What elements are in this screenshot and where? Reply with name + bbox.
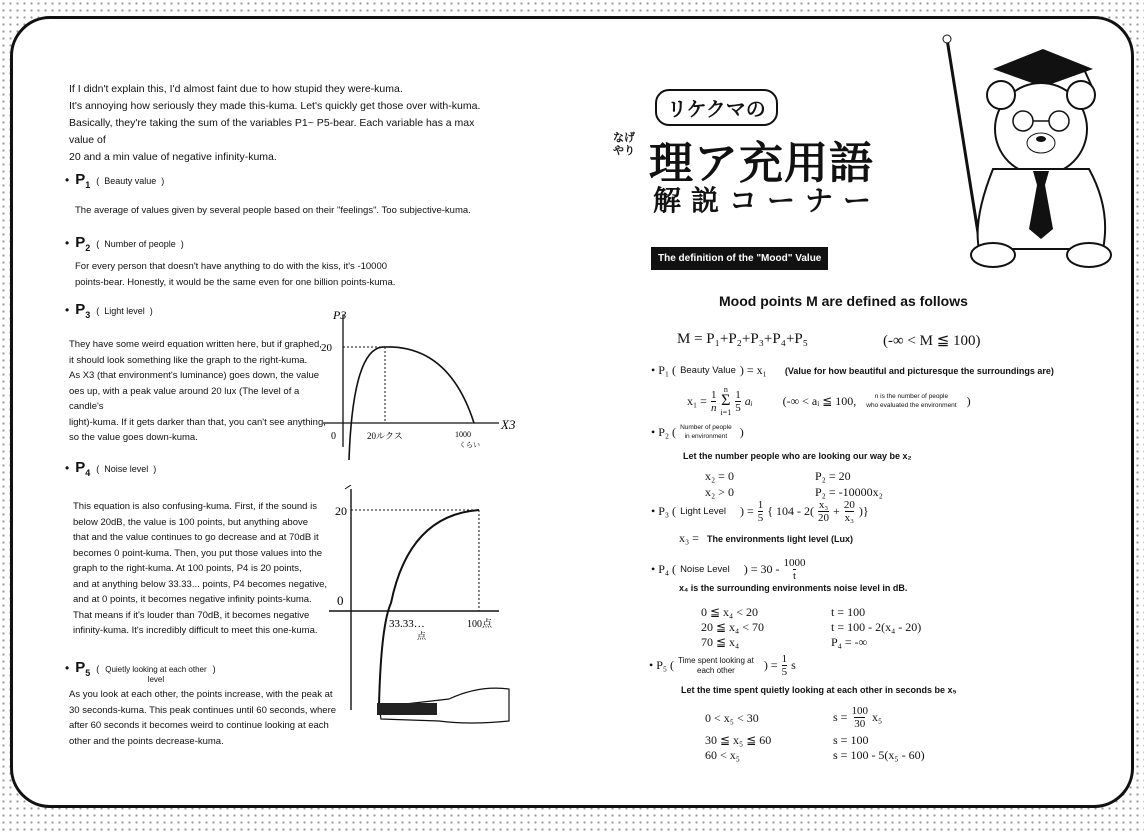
- title-side: なげ やり: [613, 131, 635, 157]
- p4-case2: 20 ≦ x₄ < 70: [701, 620, 765, 634]
- p3-graph-zero: 0: [331, 431, 336, 442]
- eq-p2-def: • P₂ ( Number of people in environment ): [651, 424, 744, 440]
- p5-heading: • $P_5$ ( Quietly looking at each other level ): [65, 659, 216, 684]
- p5-case1: 0 < x₅ < 30: [705, 711, 759, 725]
- eq-p3-def: • P₃ ( Light Level ) = $\frac{1}{5}$ { 104 - 2( x₃ 20 + $\frac{20}{\text{x₃}}$ )}: [651, 499, 869, 524]
- p4-case1: 0 ≦ x₄ < 20: [701, 605, 759, 619]
- p3-graph-x1000b: くらい: [459, 441, 480, 449]
- bear-professor-illustration: [933, 29, 1123, 269]
- p4-graph-x100: 100点: [467, 619, 492, 630]
- page-frame: [10, 16, 1134, 808]
- main-condition: (-∞ < M ≦ 100): [883, 333, 981, 349]
- p5-case2: 30 ≦ x₅ ≦ 60: [705, 733, 772, 747]
- p2-value2: P₂ = -10000x₂: [815, 485, 883, 499]
- p4-case3: 70 ≦ x₄: [701, 635, 740, 649]
- p3-graph-x1000: 1000: [455, 430, 471, 439]
- p4-x4desc: x₄ is the surrounding environments noise level in dB.: [679, 583, 908, 593]
- p1-label: Beauty value: [104, 176, 157, 186]
- p4-graph-y20: 20: [335, 504, 347, 518]
- p2-case2: x₂ > 0: [705, 485, 734, 499]
- p4-graph-zero: 0: [337, 593, 344, 608]
- title-line1: リケクマの: [655, 89, 778, 126]
- p2-let: Let the number people who are looking our way be x₂: [683, 451, 912, 461]
- p3-graph-x20: 20ルクス: [367, 431, 403, 441]
- eq-p5-def: • P₅ ( Time spent looking at each other ) = $\frac{1}{5}$ s: [649, 653, 796, 678]
- intro-line: 20 and a min value of negative infinity-kuma.: [69, 151, 277, 163]
- p4-heading: • $P_4$ ( Noise level ): [65, 459, 157, 478]
- p5-value2: s = 100: [833, 733, 869, 747]
- main-equation: M = P₁+P₂+P₃+P₄+P₅: [677, 331, 808, 347]
- p5-label: Quietly looking at each other level: [105, 665, 207, 684]
- p5-value3: s = 100 - 5(x₅ - 60): [833, 748, 925, 762]
- p5-desc: As you look at each other, the points increase, with the peak at 30 seconds-kuma. This peak continues until 60 seconds, where after 60 seconds it becomes weird to continue looking at each other and the points decrease-kuma.: [69, 689, 337, 747]
- p4-graph-x33b: 点: [417, 631, 427, 641]
- p4-graph-x33: 33.33…: [389, 618, 425, 630]
- p5-case3: 60 < x₅: [705, 748, 740, 762]
- p3-heading: • $P_3$ ( Light level ): [65, 301, 153, 320]
- p3-graph-xlabel: X3: [501, 417, 516, 432]
- p3-desc: They have some weird equation written here, but if graphed, it should look something like the graph to the right-kuma. As X3 (that environment's luminance) goes down, the value oes up, with a peak value around 20 lux (The level of a candle's light)-kuma. If it gets darker than that, you can't see anything, so the value goes down-kuma.: [69, 339, 326, 443]
- p3-label: Light level: [104, 306, 145, 316]
- p3-graph-ylabel: P3: [333, 308, 347, 322]
- p4-label: Noise level: [104, 464, 149, 474]
- p4-value1: t = 100: [831, 605, 866, 619]
- p3-graph-y20: 20: [321, 342, 332, 354]
- p1-heading: • $P_1$ ( Beauty value ): [65, 171, 165, 190]
- p5-value1: s = $\frac{100}{30}$ x₅: [833, 705, 883, 730]
- p2-heading: • $P_2$ ( Number of people ): [65, 234, 184, 253]
- p5-let: Let the time spent quietly looking at each other in seconds be x₅: [681, 685, 957, 695]
- intro-line: It's annoying how seriously they made this-kuma. Let's quickly get those over with-kuma.: [69, 100, 481, 112]
- p3-graph: [309, 305, 529, 465]
- title-line3: 解説コーナー: [653, 184, 882, 217]
- title-main: 理ア充用語: [649, 138, 874, 189]
- p2-label: Number of people: [104, 239, 176, 249]
- p4-value2: t = 100 - 2(x₄ - 20): [831, 620, 922, 634]
- mood-heading: Mood points M are defined as follows: [719, 293, 968, 309]
- intro-line: Basically, they're taking the sum of the variables P1~ P5-bear. Each variable has a max value of: [69, 117, 475, 146]
- p4-desc: This equation is also confusing-kuma. First, if the sound is below 20dB, the value is 100 points, but anything above that and the value continues to go decrease and at 70dB it becomes 0 point-kuma. Then, you put those values into the graph to the right-kuma. At 100 points, P4 is 20 points, and at anything below 33.33... points, P4 becomes negative, and at 0 points, it becomes negative infinity points-kuma. That means if it's louder than 70dB, it becomes negative infinity-kuma. It's incredibly difficult to meet this one-kuma.: [73, 501, 328, 636]
- p2-value1: P₂ = 20: [815, 469, 851, 483]
- p1-desc: The average of values given by several people based on their "feelings". Too subjective-kuma.: [75, 205, 471, 216]
- p2-desc: For every person that doesn't have anything to do with the kiss, it's -10000 points-bear. Honestly, it would be the same even for one billion points-kuma.: [75, 261, 396, 288]
- definition-label-box: The definition of the "Mood" Value: [651, 247, 828, 270]
- p2-case1: x₂ = 0: [705, 469, 734, 483]
- eq-p1-def: • P₁ ( Beauty Value ) = x₁ (Value for how beautiful and picturesque the surroundings are): [651, 363, 1054, 377]
- intro-line: If I didn't explain this, I'd almost faint due to how stupid they were-kuma.: [69, 83, 403, 95]
- eq-p1-formula: x₁ = $\frac{1}{n}$ n Σ i=1 1 5 aᵢ (-∞ < aᵢ ≦ 100, n is the number of people who evaluated the environment ): [687, 385, 971, 417]
- p3-x3-line: x₃ = The environments light level (Lux): [679, 531, 853, 545]
- p4-value3: P₄ = -∞: [831, 635, 868, 649]
- eq-p4-def: • P₄ ( Noise Level ) = 30 - 1000 t: [651, 557, 806, 582]
- intro-text: [69, 81, 499, 166]
